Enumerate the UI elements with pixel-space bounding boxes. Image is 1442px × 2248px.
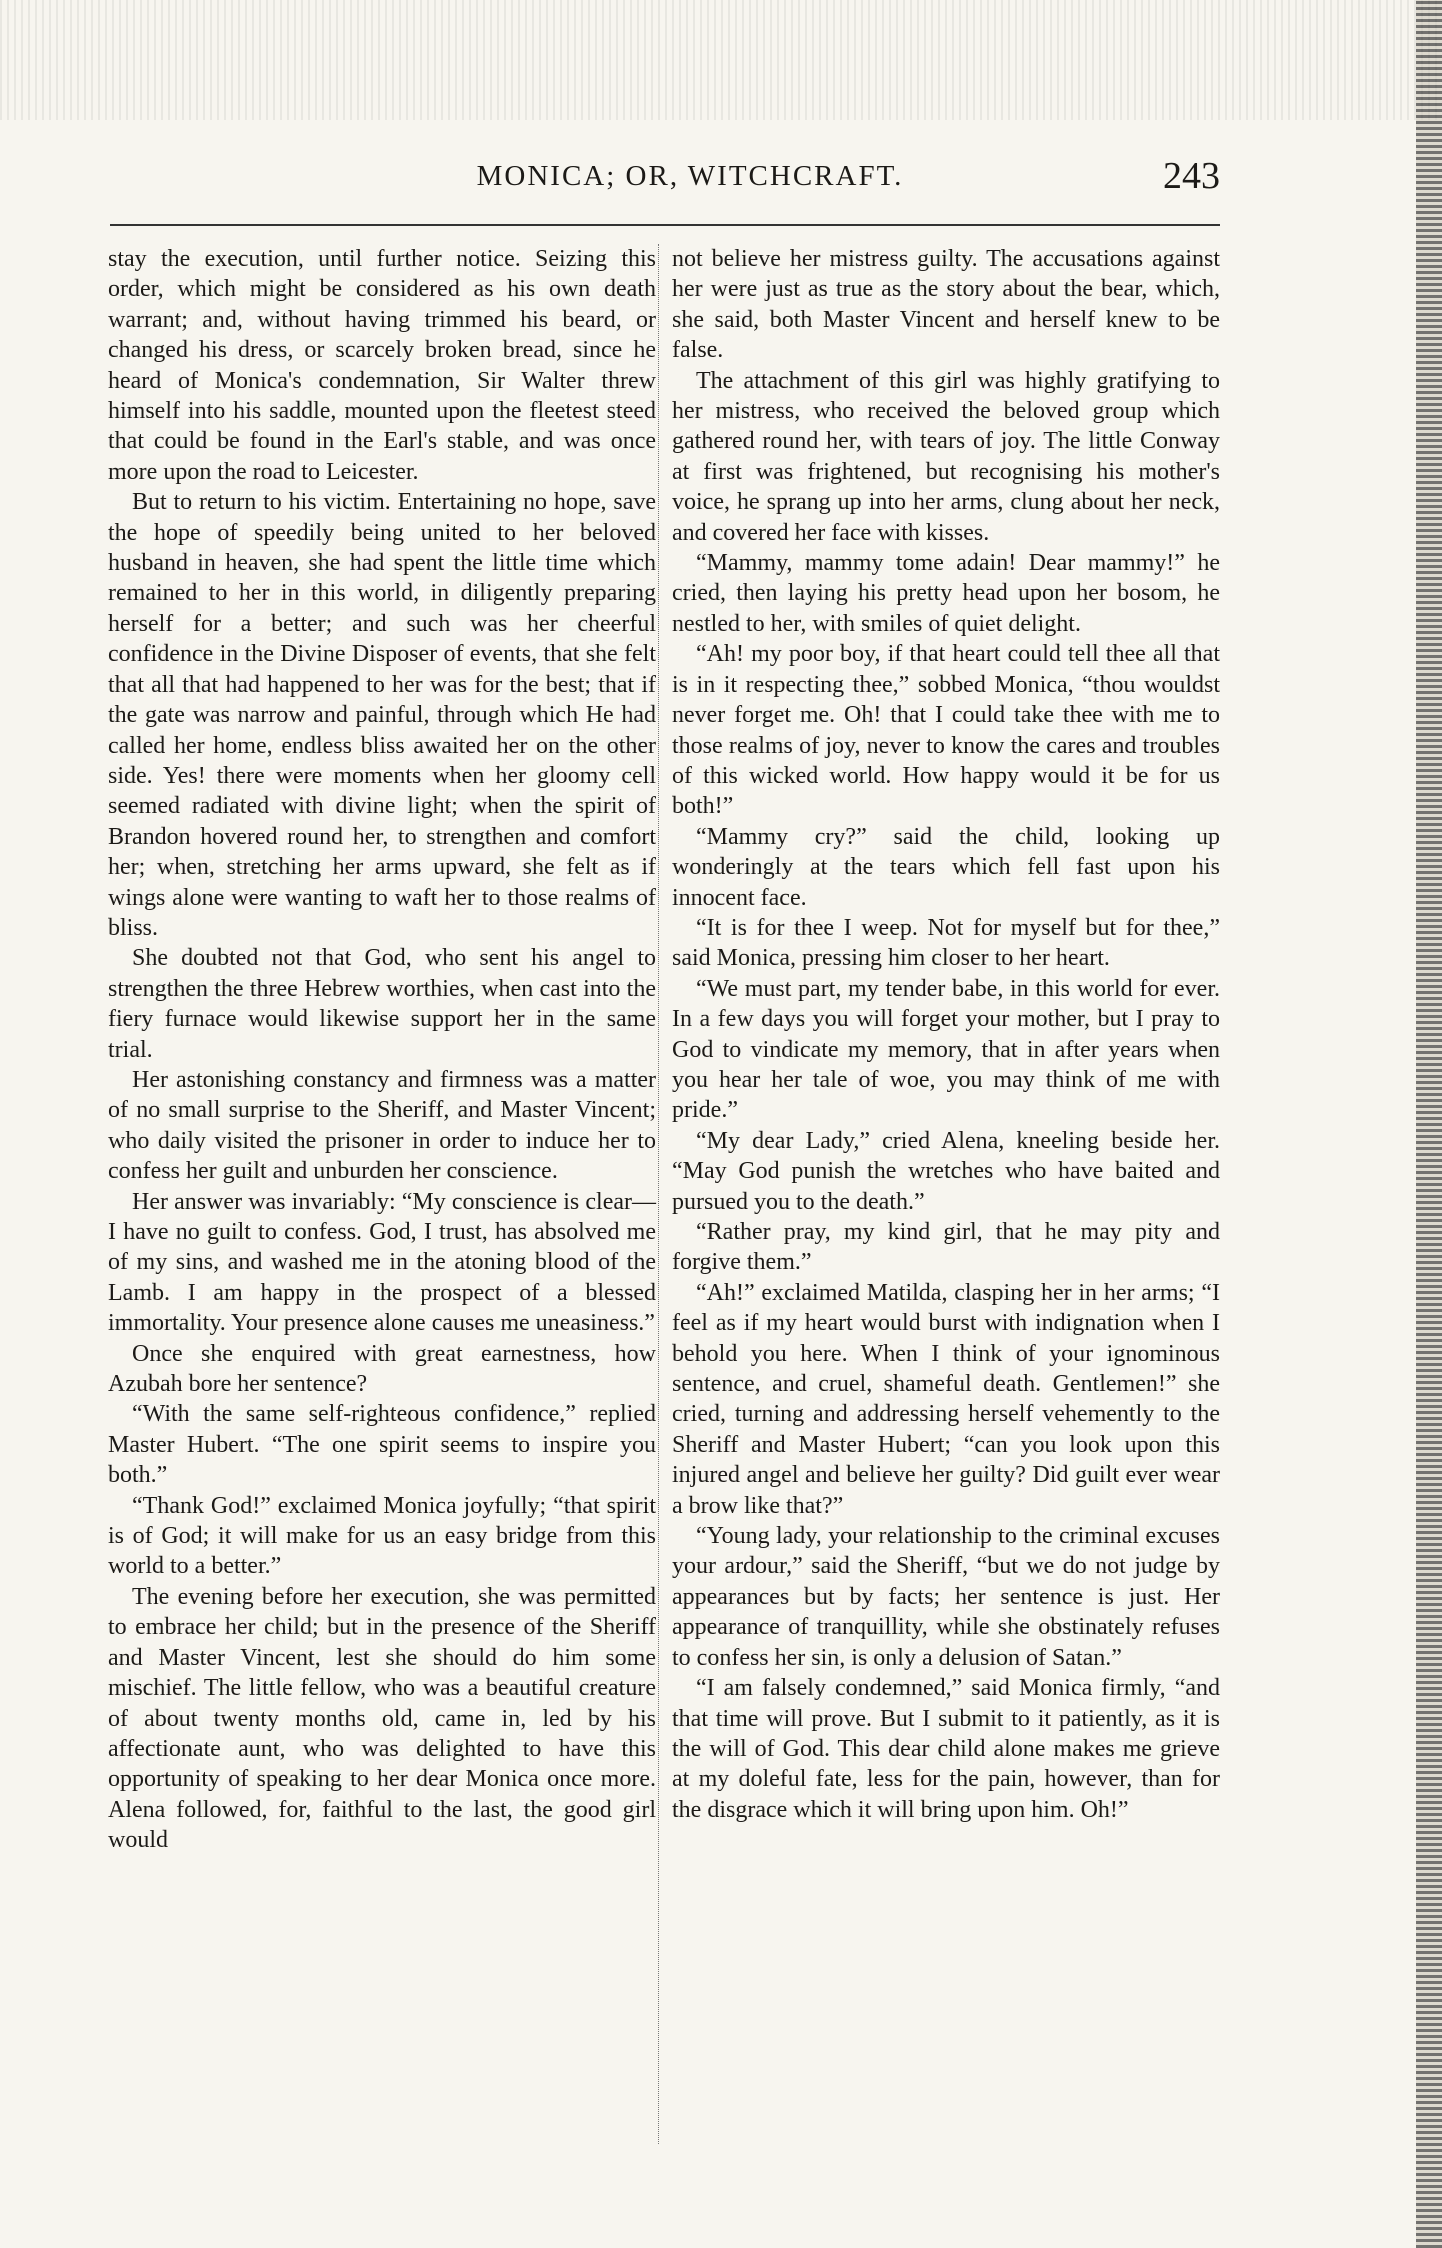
paragraph: Once she enquired with great earnestness, how Azubah bore her sentence? bbox=[108, 1340, 656, 1398]
page-edge bbox=[1416, 0, 1442, 2248]
paragraph: “Ah! my poor boy, if that heart could tell thee all that is in it respecting thee,” sobbed Monica, “thou wouldst never forget me. Oh! that I could take thee with me to those realms of joy, never to know the cares and troubles of this wicked world. How happy would it be for us both!” bbox=[672, 641, 1220, 820]
paragraph: “Mammy cry?” said the child, looking up wonderingly at the tears which fell fast upon his innocent face. bbox=[672, 823, 1220, 911]
paragraph: Her astonishing constancy and firmness was a matter of no small surprise to the Sheriff, and Master Vincent; who daily visited the prisoner in order to induce her to confess her guilt and unburden her conscience. bbox=[108, 1066, 656, 1185]
header-rule bbox=[110, 224, 1220, 226]
paragraph: “It is for thee I weep. Not for myself but for thee,” said Monica, pressing him closer to her heart. bbox=[672, 914, 1220, 972]
scan-noise bbox=[0, 0, 1442, 120]
right-column bbox=[672, 244, 1220, 1825]
paragraph: “My dear Lady,” cried Alena, kneeling beside her. “May God punish the wretches who have baited and pursued you to the death.” bbox=[672, 1127, 1220, 1215]
page-header bbox=[110, 155, 1220, 208]
paragraph: “I am falsely condemned,” said Monica firmly, “and that time will prove. But I submit to it patiently, as it is the will of God. This dear child alone makes me grieve at my doleful fate, less for the pain, however, than for the disgrace which it will bring upon him. Oh!” bbox=[672, 1675, 1220, 1823]
column-divider bbox=[658, 244, 659, 2144]
paragraph: The evening before her execution, she was permitted to embrace her child; but in the presence of the Sheriff and Master Vincent, lest she should do him some mischief. The little fellow, who was a beautiful creature of about twenty months old, came in, led by his affectionate aunt, who was delighted to have this opportunity of speaking to her dear Monica once more. Alena followed, for, faithful to the last, the good girl would bbox=[108, 1583, 656, 1854]
page-number: 243 bbox=[1163, 155, 1220, 197]
paragraph: “Rather pray, my kind girl, that he may pity and forgive them.” bbox=[672, 1219, 1220, 1276]
paragraph: “Mammy, mammy tome adain! Dear mammy!” he cried, then laying his pretty head upon her bosom, he nestled to her, with smiles of quiet delight. bbox=[672, 550, 1220, 637]
paragraph: “With the same self-righteous confidence,” replied Master Hubert. “The one spirit seems to inspire you both.” bbox=[108, 1401, 656, 1489]
paragraph: not believe her mistress guilty. The accusations against her were just as true as the story about the bear, which, she said, both Master Vincent and herself knew to be false. bbox=[672, 246, 1220, 364]
paragraph: But to return to his victim. Entertaining no hope, save the hope of speedily being united to her beloved husband in heaven, she had spent the little time which remained to her in this world, in diligently preparing herself for a better; and such was her cheerful confidence in the Divine Disposer of events, that she felt that all that had happened to her was for the best; that if the gate was narrow and painful, through which He had called her home, endless bliss awaited her on the other side. Yes! there were moments when her gloomy cell seemed radiated with divine light; when the spirit of Brandon hovered round her, to strengthen and comfort her; when, stretching her arms upward, she felt as if wings alone were wanting to waft her to those realms of bliss. bbox=[108, 489, 656, 941]
paragraph: stay the execution, until further notice. Seizing this order, which might be considered as his own death warrant; and, without having trimmed his beard, or changed his dress, or scarcely broken bread, since he heard of Monica's condemnation, Sir Walter threw himself into his saddle, mounted upon the fleetest steed that could be found in the Earl's stable, and was once more upon the road to Leicester. bbox=[108, 246, 656, 485]
paragraph: The attachment of this girl was highly gratifying to her mistress, who received the beloved group which gathered round her, with tears of joy. The little Conway at first was frightened, but recognising his mother's voice, he sprang up into her arms, clung about her neck, and covered her face with kisses. bbox=[672, 367, 1220, 546]
paragraph: “Young lady, your relationship to the criminal excuses your ardour,” said the Sheriff, “but we do not judge by appearances but by facts; her sentence is just. Her appearance of tranquillity, while she obstinately refuses to confess her sin, is only a delusion of Satan.” bbox=[672, 1523, 1220, 1671]
paragraph: “We must part, my tender babe, in this world for ever. In a few days you will forget your mother, but I pray to God to vindicate my memory, that in after years when you hear her tale of woe, you may think of me with pride.” bbox=[672, 975, 1220, 1124]
paragraph: She doubted not that God, who sent his angel to strengthen the three Hebrew worthies, when cast into the fiery furnace would likewise support her in the same trial. bbox=[108, 945, 656, 1063]
paragraph: “Thank God!” exclaimed Monica joyfully; “that spirit is of God; it will make for us an easy bridge from this world to a better.” bbox=[108, 1492, 656, 1580]
paragraph: Her answer was invariably: “My conscience is clear—I have no guilt to confess. God, I trust, has absolved me of my sins, and washed me in the atoning blood of the Lamb. I am happy in the prospect of a blessed immortality. Your presence alone causes me uneasiness.” bbox=[108, 1188, 656, 1337]
paragraph: “Ah!” exclaimed Matilda, clasping her in her arms; “I feel as if my heart would burst with indignation when I behold you here. When I think of your ignominous sentence, and cruel, shameful death. Gentlemen!” she cried, turning and addressing herself vehemently to the Sheriff and Master Hubert; “can you look upon this injured angel and believe her guilty? Did guilt ever wear a brow like that?” bbox=[672, 1279, 1220, 1519]
running-title: MONICA; OR, WITCHCRAFT. bbox=[476, 160, 904, 192]
left-column bbox=[108, 244, 656, 1856]
